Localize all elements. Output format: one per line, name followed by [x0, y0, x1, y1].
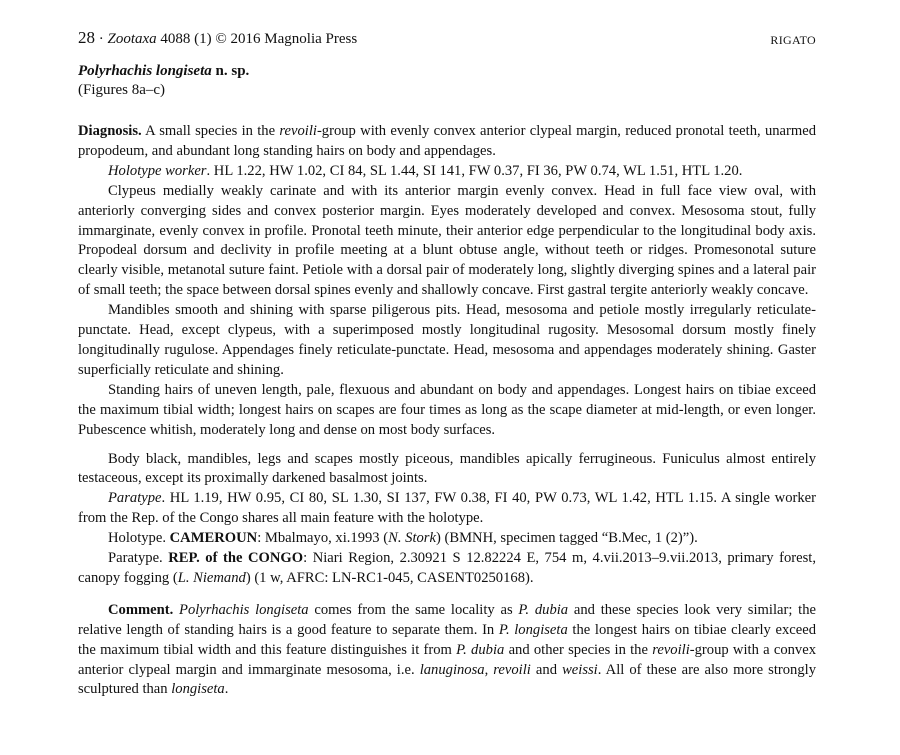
species-ref: longiseta	[171, 681, 225, 698]
clypeus-paragraph: Clypeus medially weakly carinate and with its anterior margin evenly convex. Head in full face view oval, with anteriorly converging sides and convex posterior margin. Eyes moderately developed and convex. Mesosoma stout, fully immarginate, evenly convex in profile. Pronotal teeth minute, their anterior edge perpendicular to the longitudinal body axis. Propodeal dorsum and declivity in profile meeting at a blunt obtuse angle, without teeth or ridges. Promesonotal suture clearly visible, metanotal suture faint. Petiole with a dorsal pair of moderately long, slightly diverging spines and a lateral pair of small teeth; the space between dorsal spines evenly and shallowly concave. First gastral tergite anteriorly weakly concave.	[78, 182, 816, 299]
paratype-locality: : Niari Region, 2.30921 S 12.82224 E, 754 m, 4.vii.2013–9.vii.2013, primary forest, canopy fogging (	[78, 550, 816, 586]
paratype-measurements	[78, 489, 816, 529]
species-ref: weissi	[562, 661, 598, 678]
holotype-deposit: ) (BMNH, specimen tagged “B.Mec, 1 (2)”).	[435, 530, 698, 547]
holotype-country: CAMEROUN	[169, 530, 258, 547]
comment-text: ,	[484, 661, 494, 678]
holotype-measurement-values: . HL 1.22, HW 1.02, CI 84, SL 1.44, SI 141, FW 0.37, FI 36, PW 0.74, WL 1.51, HTL 1.20.	[206, 162, 743, 179]
holotype-material-lead: Holotype.	[108, 530, 170, 547]
holotype-material	[78, 529, 816, 549]
journal-name: Zootaxa	[107, 31, 157, 47]
comment-text: . All of these are also more strongly sculptured than	[78, 661, 816, 698]
header-author: RIGATO	[770, 33, 816, 47]
species-title	[78, 62, 249, 81]
group-name: revoili	[279, 123, 317, 139]
species-ref: P. dubia	[456, 641, 505, 658]
species-ref: lanuginosa	[419, 661, 485, 678]
holotype-label: Holotype worker	[108, 162, 207, 179]
comment-text: -group with a convex anterior clypeal margin and immarginate mesosoma, i.e.	[78, 641, 816, 678]
article-body	[78, 122, 816, 700]
paratype-collector: L. Niemand	[177, 569, 246, 586]
paratype-material	[78, 549, 816, 589]
colour-paragraph: Body black, mandibles, legs and scapes mostly piceous, mandibles apically ferrugineous. Funiculus almost entirely testaceous, except its proximally darkened basalmost joints.	[78, 450, 816, 487]
holotype-measurements	[78, 162, 816, 182]
comment-text: and other species in the	[504, 641, 653, 658]
paratype-country: REP. of the CONGO	[168, 550, 304, 567]
comment-text: the longest hairs on tibiae clearly exceed the maximum tibial width and this feature distinguishes it from	[78, 621, 816, 658]
species-ref: P. dubia	[518, 601, 569, 618]
holotype-collector: N. Stork	[388, 530, 436, 547]
comment-text: .	[224, 681, 229, 698]
diagnosis-heading: Diagnosis.	[78, 123, 142, 139]
species-ref: Polyrhachis longiseta	[173, 601, 309, 618]
comment-paragraph	[78, 601, 816, 701]
paratype-measurement-values: . HL 1.19, HW 0.95, CI 80, SL 1.30, SI 137, FW 0.38, FI 40, PW 0.73, WL 1.42, HTL 1.15. A single worker from the Rep. of the Congo shares all main feature with the holotype.	[78, 490, 816, 527]
paratype-deposit: ) (1 w, AFRC: LN-RC1-045, CASENT0250168).	[245, 569, 534, 586]
comment-text: and	[530, 661, 563, 678]
journal-volume: 4088 (1) © 2016 Magnolia Press	[156, 31, 358, 47]
comment-text: and these species look very similar; the relative length of standing hairs is a good feature to separate them. In	[78, 601, 816, 638]
running-header	[78, 28, 816, 48]
pilosity-paragraph: Standing hairs of uneven length, pale, flexuous and abundant on body and appendages. Longest hairs on tibiae exceed the maximum tibial width; longest hairs on scapes are four times as long as the scape diameter at mid-length, or even longer. Pubescence whitish, moderately long and dense on most body surfaces.	[78, 381, 816, 438]
species-ref: P. longiseta	[498, 621, 568, 638]
species-status: n. sp.	[211, 63, 250, 79]
holotype-locality: : Mbalmayo, xi.1993 (	[257, 530, 389, 547]
diagnosis-text: A small species in the	[141, 123, 280, 139]
header-citation	[78, 28, 357, 48]
comment-heading: Comment.	[108, 601, 174, 618]
header-separator: ·	[95, 31, 108, 47]
species-name: Polyrhachis longiseta	[78, 63, 212, 79]
paratype-material-lead: Paratype.	[108, 550, 169, 567]
diagnosis-paragraph	[78, 122, 816, 162]
species-title-block	[78, 62, 249, 100]
species-ref: revoili	[493, 661, 531, 678]
species-ref: revoili	[652, 641, 690, 658]
paratype-label: Paratype	[108, 490, 162, 507]
page-number: 28	[78, 28, 95, 47]
figures-reference: (Figures 8a–c)	[78, 82, 166, 98]
comment-text: comes from the same locality as	[308, 601, 519, 618]
sculpture-paragraph: Mandibles smooth and shining with sparse piligerous pits. Head, mesosoma and petiole mostly irregularly reticulate-punctate. Head, except clypeus, with a superimposed mostly longitudinal rugosity. Mesosomal dorsum mostly finely longitudinally rugulose. Appendages finely reticulate-punctate. Head, mesosoma and appendages moderately shining. Gaster superficially reticulate and shining.	[78, 302, 816, 378]
diagnosis-text-cont: -group with evenly convex anterior clypeal margin, reduced pronotal teeth, unarmed propodeum, and abundant long standing hairs on body and appendages.	[78, 123, 816, 159]
